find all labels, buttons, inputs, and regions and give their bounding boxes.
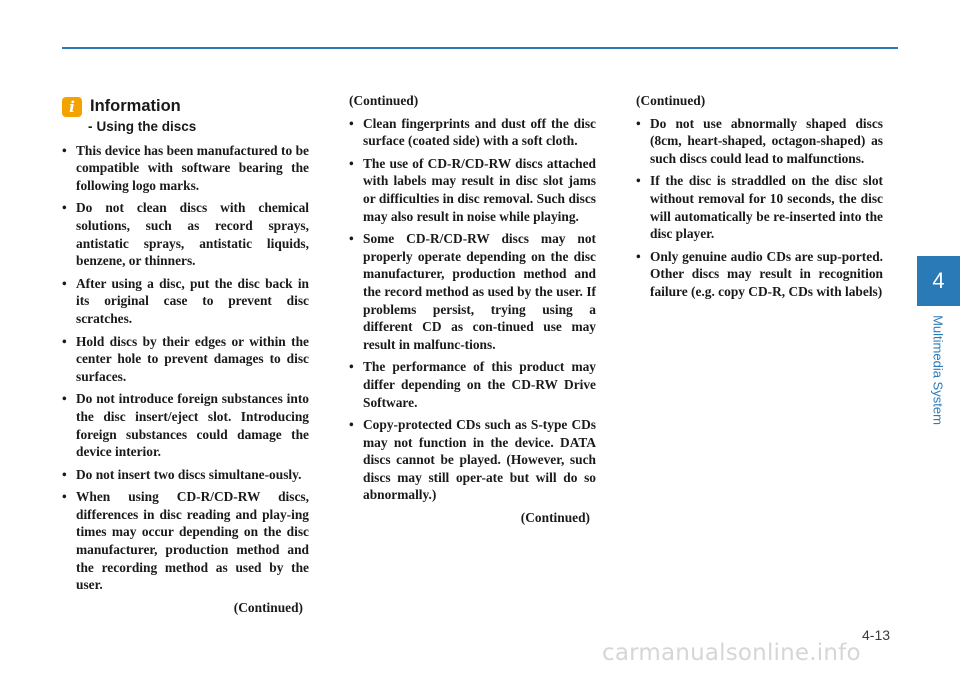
list-item: • After using a disc, put the disc back in its original case to prevent disc scratches. — [62, 275, 309, 328]
list-item: • Do not insert two discs simultane-ously. — [62, 466, 309, 484]
list-item: • The performance of this product may differ depending on the CD-RW Drive Software. — [349, 358, 596, 411]
chapter-label: Multimedia System — [930, 315, 946, 425]
list-item: • Do not introduce foreign substances into the disc insert/eject slot. Introducing foreign substances could damage the device interior. — [62, 390, 309, 460]
information-subtitle — [88, 118, 309, 136]
list-item: • Some CD-R/CD-RW discs may not properly operate depending on the disc manufacturer, production method and the record method as used by the user. If problems persist, trying using a different CD as con-tinued use may result in malfunc-tions. — [349, 230, 596, 353]
info-icon: i — [62, 97, 82, 117]
bullet-list — [636, 115, 883, 301]
bullet-list — [62, 142, 309, 594]
list-item: • If the disc is straddled on the disc slot without removal for 10 seconds, the disc will automatically be re-inserted into the disc player. — [636, 172, 883, 242]
page-number: 4-13 — [862, 627, 891, 643]
continued-label: (Continued) — [349, 93, 419, 108]
watermark: carmanualsonline.info — [602, 640, 861, 666]
column-3 — [636, 92, 883, 306]
chapter-tab: 4 — [917, 256, 960, 306]
continued-label: (Continued) — [520, 510, 590, 526]
list-item: • This device has been manufactured to be compatible with software bearing the following logo marks. — [62, 142, 309, 195]
list-item: • The use of CD-R/CD-RW discs attached with labels may result in disc slot jams or difficulties in disc removal. Such discs may also result in noise while playing. — [349, 155, 596, 225]
list-item: • Clean fingerprints and dust off the disc surface (coated side) with a soft cloth. — [349, 115, 596, 150]
continued-label: (Continued) — [636, 93, 706, 108]
list-item: • Only genuine audio CDs are sup-ported. Other discs may result in recognition failure (e.g. copy CD-R, CDs with labels) — [636, 248, 883, 301]
bullet-list — [349, 115, 596, 504]
information-header — [62, 96, 309, 118]
column-1 — [62, 96, 309, 616]
information-title: Information — [90, 97, 181, 116]
continued-label: (Continued) — [233, 599, 303, 615]
column-2 — [349, 92, 596, 527]
subtitle-dash: - — [88, 119, 93, 134]
list-item: • Copy-protected CDs such as S-type CDs may not function in the device. DATA discs cannot be played. (However, such discs may still oper-ate but will do so abnormally.) — [349, 416, 596, 504]
list-item: • Do not clean discs with chemical solutions, such as record sprays, antistatic sprays, antistatic liquids, benzene, or thinners. — [62, 199, 309, 269]
subtitle-text: Using the discs — [96, 119, 197, 134]
list-item: • Hold discs by their edges or within the center hole to prevent damages to disc surfaces. — [62, 333, 309, 386]
list-item: • When using CD-R/CD-RW discs, differences in disc reading and play-ing times may occur depending on the disc manufacturer, production method and the recording method as used by the user. — [62, 488, 309, 594]
header-rule — [62, 47, 898, 49]
list-item: • Do not use abnormally shaped discs (8cm, heart-shaped, octagon-shaped) as such discs could lead to malfunctions. — [636, 115, 883, 168]
